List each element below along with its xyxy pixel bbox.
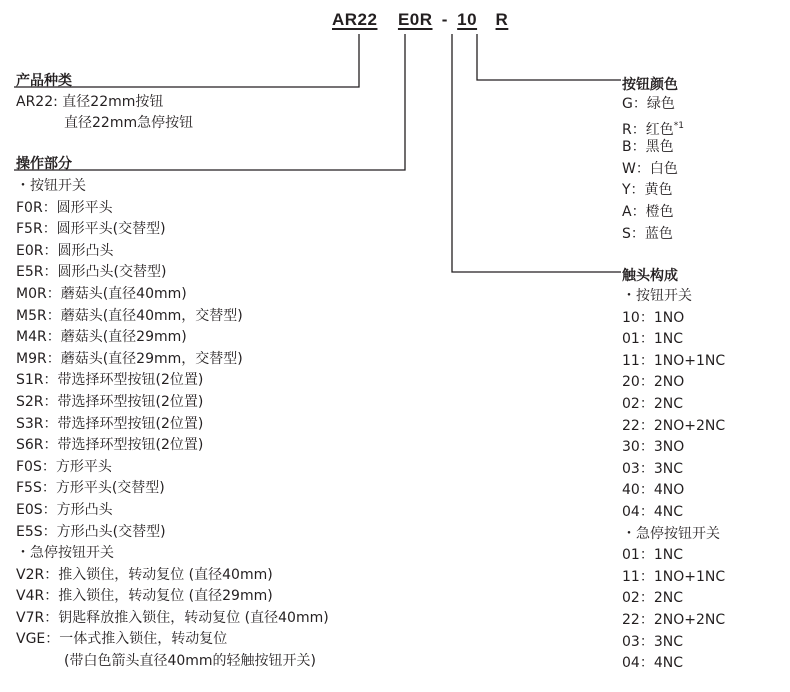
contact-item: 01：1NC	[622, 331, 683, 348]
operation-item: M5R：蘑菇头(直径40mm，交替型)	[16, 307, 243, 324]
operation-item: E0R：圆形凸头	[16, 242, 114, 259]
contact-item: 10：1NO	[622, 309, 685, 326]
operation-item: VGE：一体式推入锁住，转动复位	[16, 631, 228, 648]
product-type-heading: 产品种类	[16, 73, 72, 89]
contact-item: 30：3NO	[622, 439, 685, 456]
contact-item: 03：3NC	[622, 460, 683, 477]
product-type-line-2: 直径22mm急停按钮	[64, 115, 194, 131]
contact-list	[622, 286, 725, 675]
operation-item: M4R：蘑菇头(直径29mm)	[16, 329, 187, 346]
operation-item: V2R：推入锁住，转动复位 (直径40mm)	[16, 566, 273, 583]
code-segment-product: AR22	[332, 10, 378, 29]
code-segment-operation: E0R	[397, 10, 433, 29]
button-color-heading: 按钮颜色	[622, 77, 678, 93]
contact-item: 02：2NC	[622, 395, 683, 412]
operation-item: M9R：蘑菇头(直径29mm，交替型)	[16, 350, 243, 367]
operation-item: E5S：方形凸头(交替型)	[16, 523, 166, 540]
code-segment-contact: 10	[457, 10, 478, 29]
contact-item: 01：1NC	[622, 547, 683, 564]
contact-item: 03：3NC	[622, 633, 683, 650]
contact-item: 02：2NC	[622, 590, 683, 607]
operation-item: S1R：带选择环型按钮(2位置)	[16, 372, 204, 389]
contact-heading: 触头构成	[622, 268, 678, 284]
button-color-list	[622, 94, 684, 245]
operation-item: M0R：蘑菇头(直径40mm)	[16, 285, 187, 302]
operation-heading: 操作部分	[16, 156, 72, 172]
color-item-black: B：黑色	[622, 139, 674, 156]
contact-item: 40：4NO	[622, 482, 685, 499]
contact-group-emergency: ・急停按钮开关	[622, 525, 720, 542]
color-item-red: R：红色$^{*1}$	[622, 120, 684, 138]
contact-item: 11：1NO+1NC	[622, 568, 726, 585]
operation-item: S3R：带选择环型按钮(2位置)	[16, 415, 204, 432]
operation-item: S6R：带选择环型按钮(2位置)	[16, 437, 204, 454]
operation-item: E0S：方形凸头	[16, 501, 113, 518]
contact-item: 04：4NC	[622, 655, 683, 672]
contact-item: 22：2NO+2NC	[622, 611, 726, 628]
operation-item: F0S：方形平头	[16, 458, 112, 475]
contact-item: 11：1NO+1NC	[622, 352, 726, 369]
contact-group-pushbutton: ・按钮开关	[622, 288, 692, 304]
footnote-mark: *1	[673, 120, 684, 131]
operation-item: S2R：带选择环型按钮(2位置)	[16, 393, 204, 410]
color-item-blue: S：蓝色	[622, 225, 673, 242]
color-item-green: G：绿色	[622, 96, 675, 112]
code-dash: -	[441, 10, 448, 29]
contact-item: 22：2NO+2NC	[622, 417, 726, 434]
operation-item: V4R：推入锁住，转动复位 (直径29mm)	[16, 588, 273, 605]
code-segment-color: R	[495, 10, 509, 29]
operation-list	[16, 176, 329, 673]
contact-item: 04：4NC	[622, 503, 683, 520]
operation-group-emergency: ・急停按钮开关	[16, 545, 114, 562]
color-item-yellow: Y：黄色	[622, 182, 673, 199]
operation-item: F5R：圆形平头(交替型)	[16, 221, 166, 238]
operation-item: F5S：方形平头(交替型)	[16, 480, 165, 497]
color-item-white: W：白色	[622, 160, 678, 177]
operation-item: F0R：圆形平头	[16, 199, 113, 216]
color-item-orange: A：橙色	[622, 203, 674, 220]
contact-item: 20：2NO	[622, 374, 685, 391]
operation-group-pushbutton: ・按钮开关	[16, 178, 86, 194]
operation-item: E5R：圆形凸头(交替型)	[16, 264, 167, 281]
operation-item: V7R：钥匙释放推入锁住，转动复位 (直径40mm)	[16, 609, 329, 626]
product-type-line-1: AR22: 直径22mm按钮	[16, 94, 164, 110]
operation-item-continued: (带白色箭头直径40mm的轻触按钮开关)	[64, 653, 317, 670]
connector-color	[477, 34, 621, 80]
